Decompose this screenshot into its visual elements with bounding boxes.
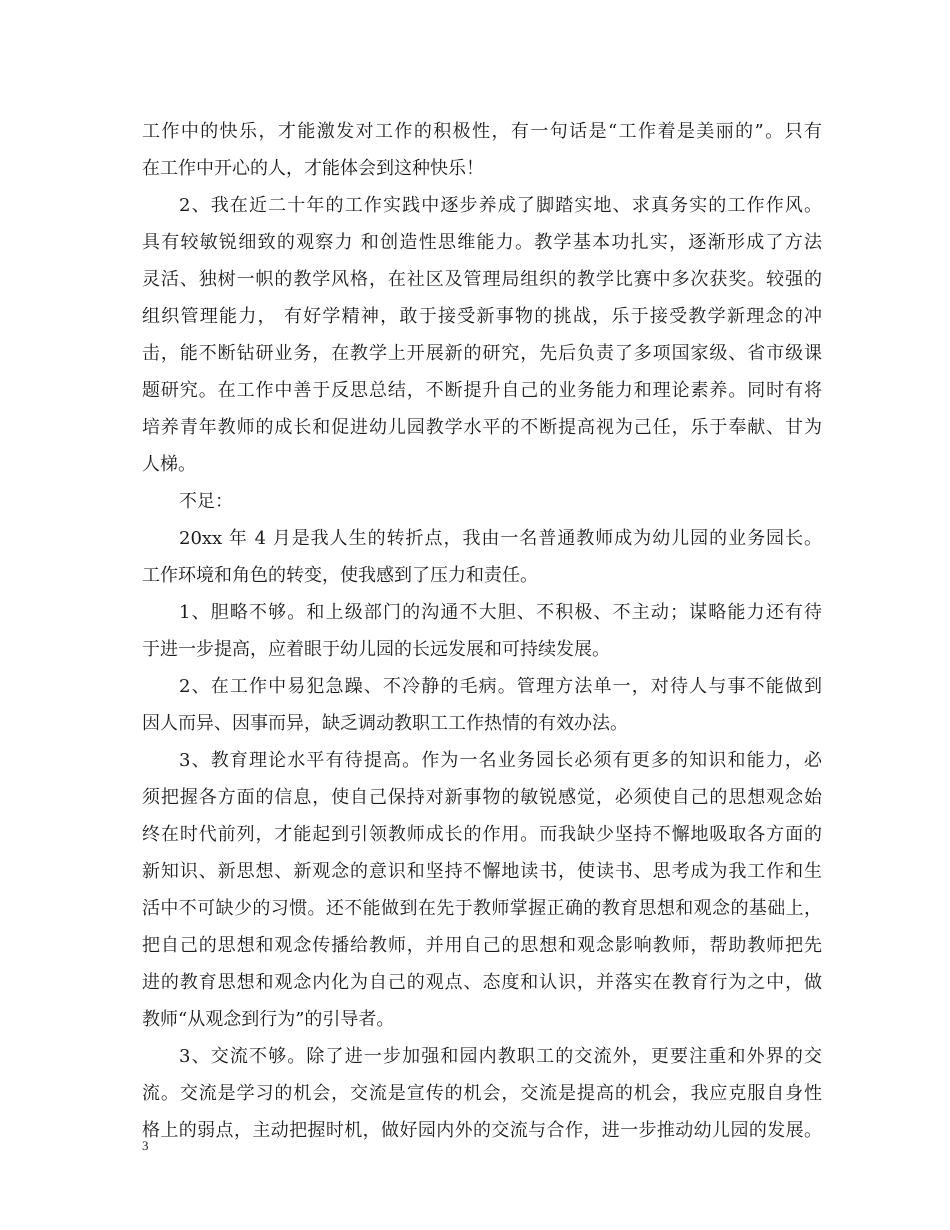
text-line: 灵活、独树一帜的教学风格，在社区及管理局组织的教学比赛中多次获奖。较强的 [142,269,822,290]
text-line: 活中不可缺少的习惯。还不能做到在先于教师掌握正确的教育思想和观念的基础上， [142,898,822,919]
document-body [142,113,822,1149]
text-line: 人梯。 [142,454,196,475]
text-line: 教师“从观念到行为”的引导者。 [142,1009,395,1030]
text-line: 于进一步提高，应着眼于幼儿园的长远发展和可持续发展。 [142,639,610,660]
text-line: 2、在工作中易犯急躁、不冷静的毛病。管理方法单一，对待人与事不能做到 [179,676,822,697]
text-line: 3、教育理论水平有待提高。作为一名业务园长必须有更多的知识和能力，必 [179,750,822,771]
text-line: 终在时代前列，才能起到引领教师成长的作用。而我缺少坚持不懈地吸取各方面的 [142,824,822,845]
text-line: 工作中的快乐，才能激发对工作的积极性，有一句话是“工作着是美丽的”。只有 [142,121,822,142]
text-line: 2、我在近二十年的工作实践中逐步养成了脚踏实地、求真务实的工作作风。 [179,195,822,216]
text-line: 具有较敏锐细致的观察力 和创造性思维能力。教学基本功扎实，逐渐形成了方法 [142,232,822,253]
text-line: 把自己的思想和观念传播给教师，并用自己的思想和观念影响教师，帮助教师把先 [142,935,822,956]
text-line: 1、胆略不够。和上级部门的沟通不大胆、不积极、不主动；谋略能力还有待 [179,602,822,623]
text-line: 格上的弱点，主动把握时机，做好园内外的交流与合作，进一步推动幼儿园的发展。 [142,1120,822,1141]
section-heading: 不足： [179,491,233,512]
text-line: 3、交流不够。除了进一步加强和园内教职工的交流外，更要注重和外界的交 [179,1046,822,1067]
text-line: 流。交流是学习的机会，交流是宣传的机会，交流是提高的机会，我应克服自身性 [142,1083,822,1104]
text-line: 在工作中开心的人，才能体会到这种快乐！ [142,158,484,179]
text-line: 题研究。在工作中善于反思总结，不断提升自己的业务能力和理论素养。同时有将 [142,380,822,401]
text-line: 进的教育思想和观念内化为自己的观点、态度和认识，并落实在教育行为之中，做 [142,972,822,993]
text-line: 工作环境和角色的转变，使我感到了压力和责任。 [142,565,538,586]
text-line: 须把握各方面的信息，使自己保持对新事物的敏锐感觉，必须使自己的思想观念始 [142,787,822,808]
text-line: 新知识、新思想、新观念的意识和坚持不懈地读书，使读书、思考成为我工作和生 [142,861,822,882]
page-number: 3 [142,1138,149,1153]
text-line: 因人而异、因事而异，缺乏调动教职工工作热情的有效办法。 [142,713,628,734]
text-line: 培养青年教师的成长和促进幼儿园教学水平的不断提高视为己任，乐于奉献、甘为 [142,417,822,438]
text-line: 20xx 年 4 月是我人生的转折点，我由一名普通教师成为幼儿园的业务园长。 [179,528,822,549]
text-line: 组织管理能力， 有好学精神，敢于接受新事物的挑战，乐于接受教学新理念的冲 [142,306,822,327]
text-line: 击，能不断钻研业务，在教学上开展新的研究，先后负责了多项国家级、省市级课 [142,343,822,364]
